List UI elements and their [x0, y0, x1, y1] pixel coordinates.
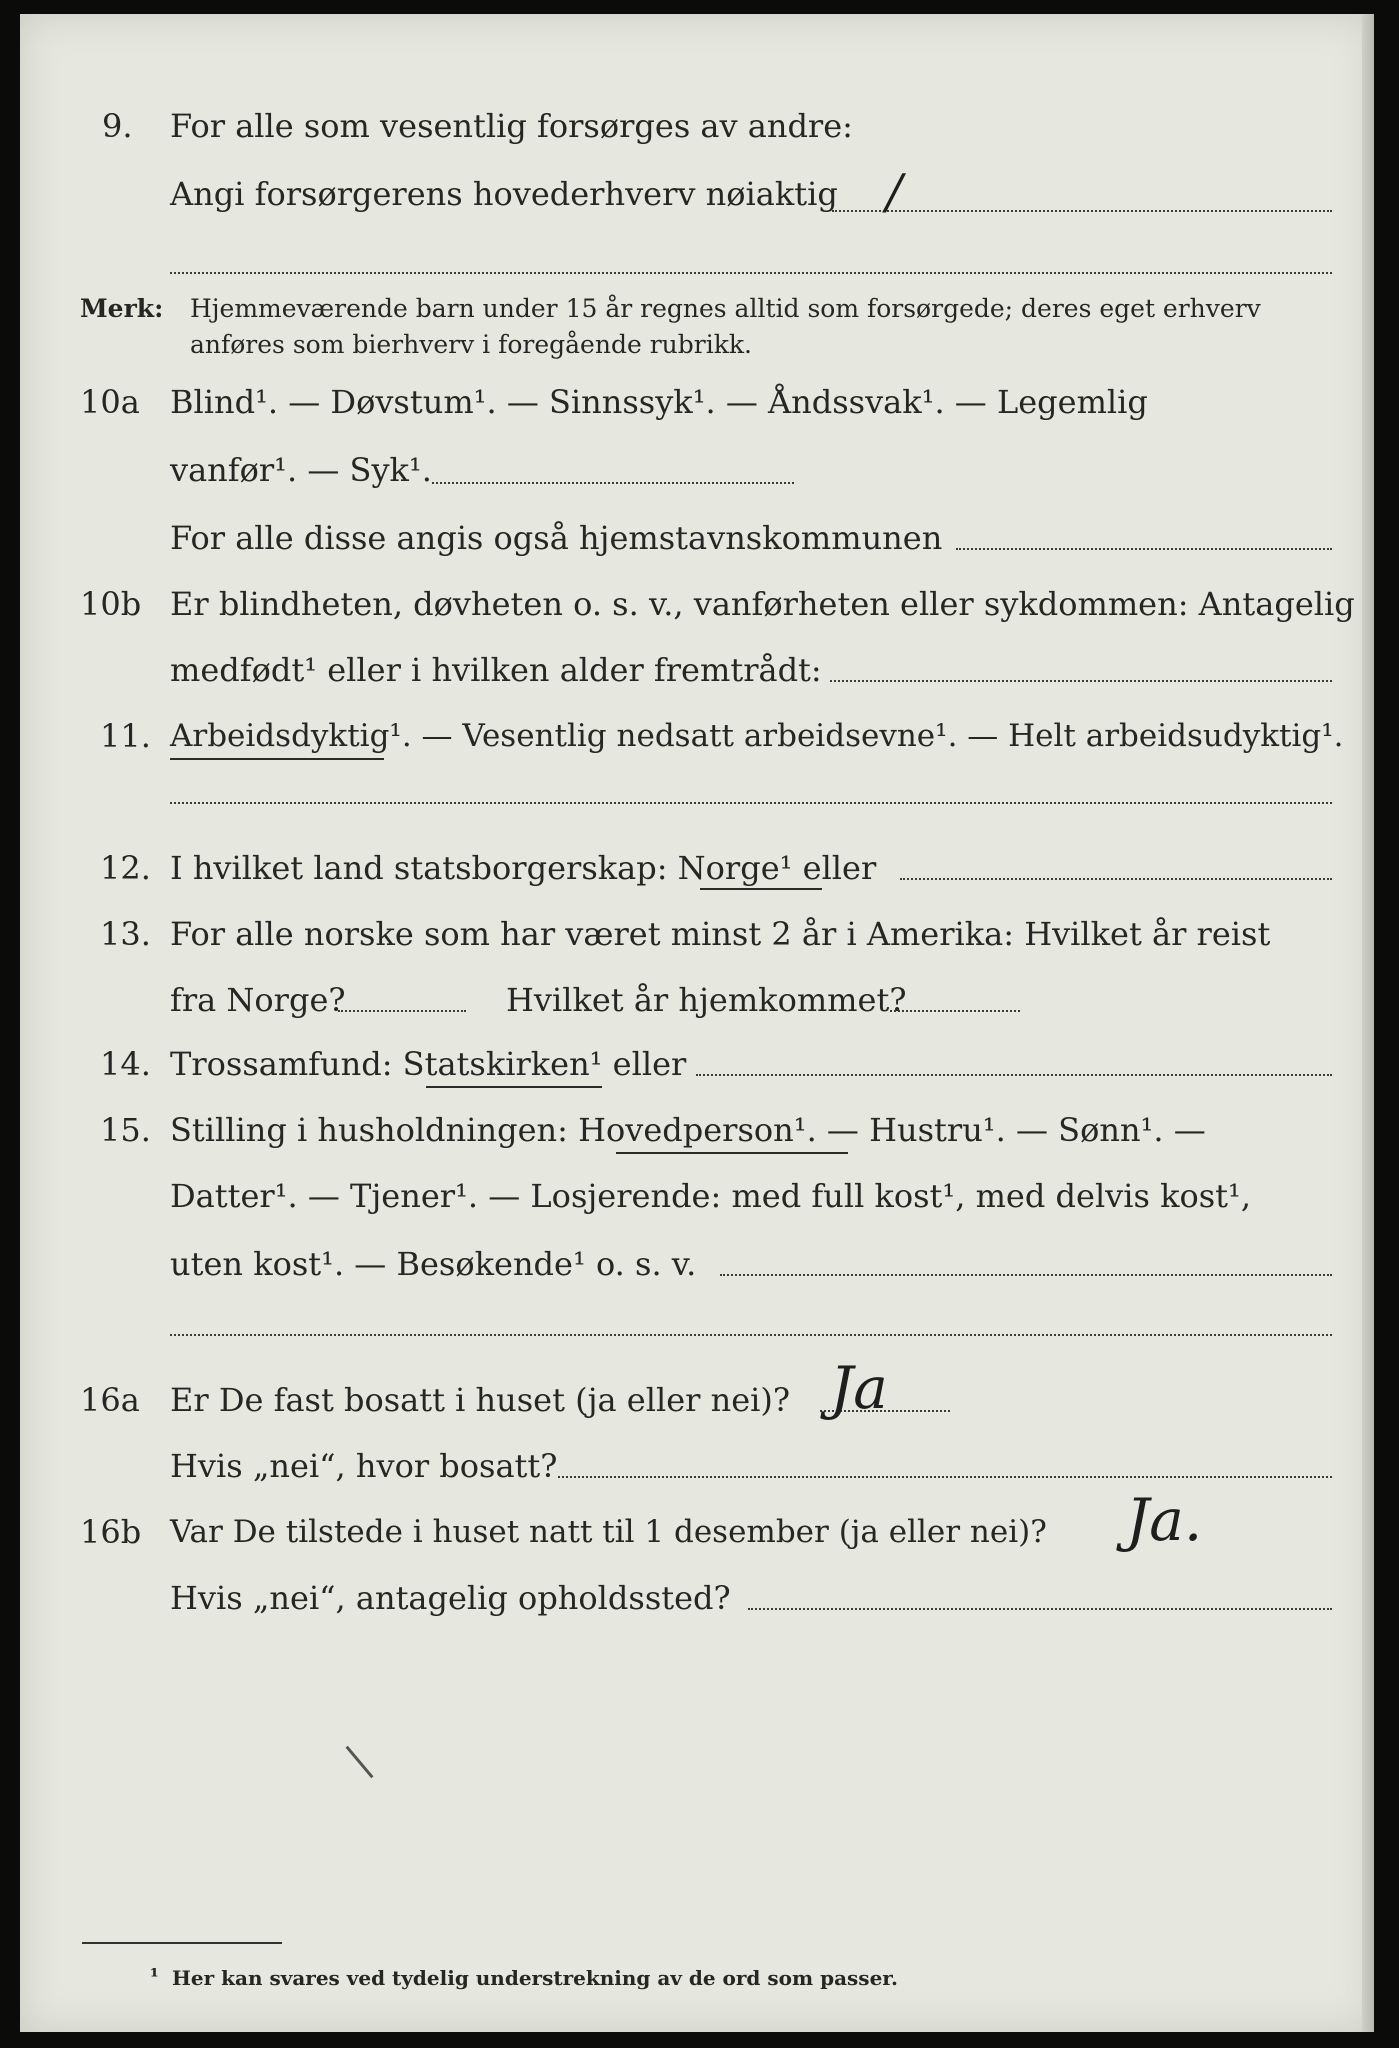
q13-hjemkommet-line: [890, 1010, 1020, 1012]
q16b-line2: Hvis „nei“, antagelig opholdssted?: [170, 1579, 731, 1617]
q16b-handwritten-answer: Ja.: [1126, 1486, 1203, 1554]
q10b-answer-line: [830, 680, 1332, 682]
q10a-number: 10a: [80, 383, 140, 421]
q11-line1: Arbeidsdyktig¹. — Vesentlig nedsatt arbeidsevne¹. — Helt arbeidsudyktig¹.: [170, 718, 1344, 754]
q13-number: 13.: [100, 915, 151, 953]
q15-extra-line: [170, 1334, 1332, 1336]
q11-extra-line: [170, 802, 1332, 804]
q15-line3: uten kost¹. — Besøkende¹ o. s. v.: [170, 1245, 697, 1283]
page-fold-edge: [1362, 14, 1374, 2032]
footnote-mark: ¹: [150, 1964, 159, 1988]
q15-line1: Stilling i husholdningen: Hovedperson¹. — Hustru¹. — Sønn¹. —: [170, 1111, 1206, 1149]
q11-number: 11.: [100, 717, 151, 755]
q14-line1: Trossamfund: Statskirken¹ eller: [170, 1045, 687, 1083]
q10b-line2: medfødt¹ eller i hvilken alder fremtrådt:: [170, 651, 822, 689]
q13-line2b: Hvilket år hjemkommet?: [506, 981, 907, 1019]
q16a-handwritten-answer: Ja: [830, 1354, 888, 1422]
q9-line2: Angi forsørgerens hovederhverv nøiaktig: [170, 175, 838, 213]
q14-answer-line: [696, 1074, 1332, 1076]
q16a-number: 16a: [80, 1381, 140, 1419]
q10a-line1: Blind¹. — Døvstum¹. — Sinnssyk¹. — Åndssvak¹. — Legemlig: [170, 383, 1148, 421]
q10a-line2: vanfør¹. — Syk¹.: [170, 451, 432, 489]
q16a-line2: Hvis „nei“, hvor bosatt?: [170, 1447, 558, 1485]
q9-extra-line: [170, 272, 1332, 274]
q16a-line1: Er De fast bosatt i huset (ja eller nei)?: [170, 1381, 791, 1419]
q10a-syk-line: [432, 482, 794, 484]
q12-underline-norge: [700, 888, 822, 890]
merk-line1: Hjemmeværende barn under 15 år regnes alltid som forsørgede; deres eget erhverv: [190, 294, 1261, 323]
q10a-kommune-line: [956, 548, 1332, 550]
q12-line1: I hvilket land statsborgerskap: Norge¹ eller: [170, 849, 877, 887]
q13-line1: For alle norske som har været minst 2 år i Amerika: Hvilket år reist: [170, 915, 1271, 953]
q10a-line3: For alle disse angis også hjemstavnskommunen: [170, 519, 943, 557]
q11-underline-arbeidsdyktig: [170, 758, 384, 760]
q16b-opholdssted-line: [748, 1608, 1332, 1610]
q12-number: 12.: [100, 849, 151, 887]
q14-number: 14.: [100, 1045, 151, 1083]
merk-line2: anføres som bierhverv i foregående rubrikk.: [190, 330, 752, 359]
q15-number: 15.: [100, 1111, 151, 1149]
q15-underline-hovedperson: [616, 1152, 848, 1154]
q12-answer-line: [900, 878, 1332, 880]
merk-label: Merk:: [80, 294, 164, 323]
q9-number: 9.: [102, 107, 133, 145]
footnote-text: Her kan svares ved tydelig understrekning av de ord som passer.: [172, 1966, 898, 1990]
q15-line2: Datter¹. — Tjener¹. — Losjerende: med full kost¹, med delvis kost¹,: [170, 1177, 1252, 1215]
q15-answer-line: [720, 1274, 1332, 1276]
q9-handwritten-answer: /: [886, 164, 903, 220]
stray-pencil-mark: [345, 1746, 373, 1779]
q10b-number: 10b: [80, 585, 142, 623]
footnote-rule: [82, 1942, 282, 1944]
q16b-line1: Var De tilstede i huset natt til 1 desember (ja eller nei)?: [170, 1514, 1047, 1550]
q14-underline-statskirken: [426, 1086, 602, 1088]
q9-answer-line: [832, 210, 1332, 212]
q10b-line1: Er blindheten, døvheten o. s. v., vanførheten eller sykdommen: Antagelig: [170, 585, 1355, 623]
q9-line1: For alle som vesentlig forsørges av andre:: [170, 107, 853, 145]
census-form-page: [20, 14, 1374, 2032]
q13-reist-line: [338, 1010, 466, 1012]
q16a-bosatt-line: [558, 1476, 1332, 1478]
q13-line2a: fra Norge?: [170, 981, 346, 1019]
q16b-number: 16b: [80, 1513, 142, 1551]
